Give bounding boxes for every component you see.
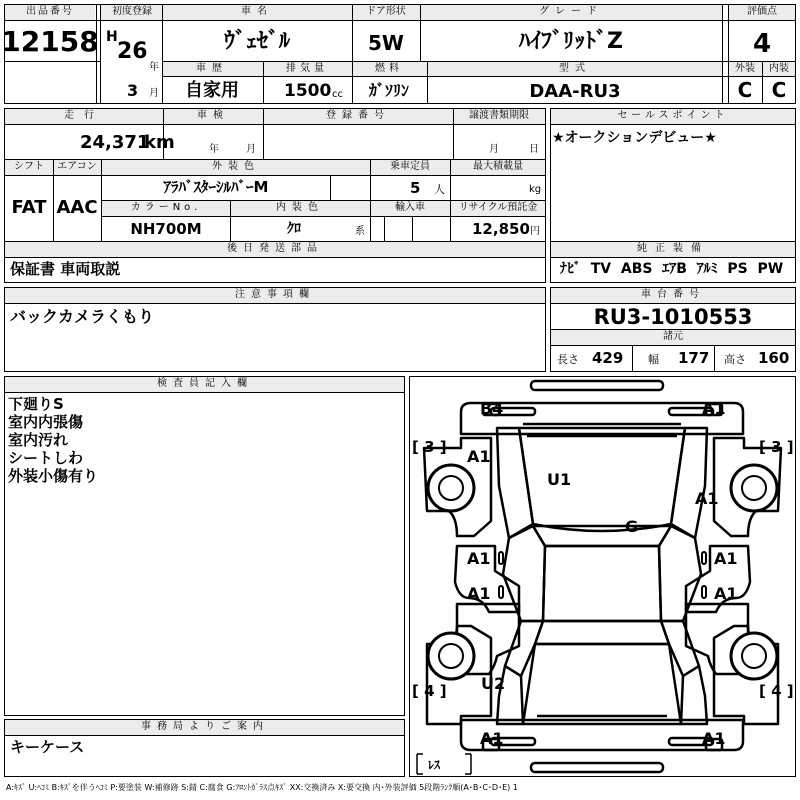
sales-point: ★オークションデビュー★ (552, 130, 717, 146)
mark-left-front-door: A1 (467, 549, 491, 568)
mark-right-rear-door: A1 (714, 584, 738, 603)
equip-nav: ﾅﾋﾞ (560, 261, 581, 277)
mark-hood: U1 (547, 470, 572, 489)
width: 177 (678, 349, 710, 367)
recycle-unit: 円 (530, 226, 540, 237)
spare-tire: ﾚｽ (428, 758, 441, 772)
mark-front-right: A1 (702, 399, 726, 418)
inspector-line: 下廻りS (8, 395, 64, 413)
inspector-line: 室内汚れ (8, 431, 69, 449)
mark-front-bumper: B4 (480, 399, 504, 418)
notes-label: 注意事項欄 (235, 289, 315, 300)
tire-front-right: [ 3 ] (759, 438, 794, 456)
interior-color: ｸﾛ (287, 221, 301, 237)
regno-label: 登録番号 (326, 110, 390, 121)
interior-color-unit: 系 (355, 226, 365, 237)
notes-text: バックカメラくもり (10, 307, 155, 326)
max-load-label: 最大積載量 (473, 161, 523, 172)
equipment-label: 純正装備 (637, 243, 709, 254)
color-no: NH700M (130, 220, 202, 238)
equip-pw: PW (757, 261, 784, 277)
mark-windshield: G (625, 517, 639, 536)
inspector-label: 検査員記入欄 (157, 378, 253, 389)
shift: FAT (11, 197, 47, 218)
inspection-month-unit: 月 (246, 144, 256, 155)
car-name-label: 車名 (241, 6, 273, 17)
tire-rear-left-value: 4 (424, 682, 435, 700)
office-text: キーケース (10, 738, 85, 756)
capacity-label: 乗車定員 (390, 161, 430, 172)
capacity-unit: 人 (434, 183, 445, 196)
length: 429 (592, 349, 624, 367)
fuel-label: 燃料 (375, 63, 403, 74)
car-outline (409, 376, 796, 777)
legend: A:ｷｽﾞ U:ﾍｺﾐ B:ｷｽﾞを伴うﾍｺﾐ P:要塗装 W:補修跡 S:錆 C:腐食 G:ﾌﾛﾝﾄｶﾞﾗｽ点ｷｽﾞ XX:交換済み X:要交換 内･外装評価 5段階ﾗﾝｸ順(A･B･C･D･E) 1 (6, 783, 518, 792)
sales-point-label: セールスポイント (617, 110, 729, 121)
interior-score: C (771, 78, 787, 102)
first-reg-label: 初度登録 (112, 6, 152, 17)
spec-label: 諸元 (663, 331, 683, 342)
height: 160 (758, 349, 790, 367)
exterior-label: 外装 (735, 63, 755, 74)
door-label: ドア形状 (366, 6, 406, 17)
header-label-row (101, 5, 722, 20)
inspector-line: シートしわ (8, 449, 84, 467)
tire-front-left-value: 3 (424, 438, 435, 456)
office-label: 事務局よりご案内 (141, 721, 269, 732)
recycle-fee: 12,850 (472, 220, 530, 238)
recycle-label: リサイクル預託金 (458, 202, 538, 213)
capacity: 5 (410, 179, 421, 197)
equip-abs: ABS (620, 261, 653, 277)
grade: ﾊｲﾌﾞﾘｯﾄﾞZ (519, 29, 623, 54)
mileage-unit: km (144, 132, 175, 153)
transfer-day-unit: 日 (529, 144, 539, 155)
header-label-row (163, 61, 722, 76)
lot-label: 出品番号 (26, 6, 74, 17)
displacement-unit: cc (332, 89, 343, 100)
mark-left-rear-door: A1 (467, 584, 491, 603)
color-no-label: カラーNo. (130, 202, 202, 213)
equip-alloy: ｱﾙﾐ (696, 261, 718, 277)
import-label: 輸入車 (395, 202, 425, 213)
chassis-label: 車台番号 (641, 289, 705, 300)
tire-front-left: [ 3 ] (412, 438, 447, 456)
interior-label: 内装 (769, 63, 789, 74)
inspector-line: 外装小傷有り (8, 467, 99, 485)
width-label: 幅 (648, 353, 659, 366)
tire-rear-right: [ 4 ] (759, 682, 794, 700)
later-parts: 保証書 車両取説 (10, 260, 121, 278)
inspector-notes (8, 395, 98, 485)
inspection-year-unit: 年 (209, 144, 219, 155)
equip-ps: PS (727, 261, 748, 277)
equipment-list (560, 262, 783, 276)
mark-right-fender: A1 (695, 489, 719, 508)
transfer-month-unit: 月 (489, 144, 499, 155)
reg-year-unit: 年 (149, 62, 159, 73)
grade-label: グレード (539, 6, 603, 17)
mark-front-left-fender: A1 (467, 447, 491, 466)
model: DAA-RU3 (529, 81, 621, 102)
mark-rear-left: A1 (480, 729, 504, 748)
inspector-line: 室内内張傷 (8, 413, 84, 431)
mark-left-quarter: U2 (481, 674, 506, 693)
exterior-color: ｱﾗﾊﾞｽﾀｰｼﾙﾊﾞｰM (163, 178, 269, 196)
shift-label: シフト (14, 161, 44, 172)
reg-month-unit: 月 (149, 88, 159, 99)
score: 4 (752, 29, 772, 59)
chassis-number: RU3-1010553 (593, 305, 753, 329)
history-label: 車歴 (196, 63, 228, 74)
tire-rear-right-value: 4 (771, 682, 782, 700)
equip-tv: TV (590, 261, 612, 277)
later-parts-label: 後日発送部品 (227, 243, 323, 254)
door-type: 5W (368, 31, 404, 55)
interior-color-label: 内装色 (276, 202, 324, 213)
mileage: 24,371 (80, 132, 150, 153)
exterior-score: C (737, 78, 753, 102)
displacement-label: 排気量 (286, 63, 328, 74)
history: 自家用 (185, 80, 239, 101)
transfer-label: 譲渡書類期限 (469, 110, 529, 121)
inspection-label: 車検 (197, 110, 229, 121)
equip-airbag: ｴｱB (662, 261, 687, 277)
score-label: 評価点 (747, 6, 777, 17)
air-conditioner: AAC (56, 197, 98, 218)
tire-rear-left: [ 4 ] (412, 682, 447, 700)
model-label: 型式 (559, 63, 591, 74)
max-load-unit: kg (529, 184, 542, 195)
mark-rear-right: A1 (702, 729, 726, 748)
lot-number: 12158 (1, 25, 99, 58)
length-label: 長さ (557, 353, 579, 366)
exterior-color-label: 外装色 (212, 161, 260, 172)
height-label: 高さ (724, 353, 746, 366)
ac-label: エアコン (57, 161, 97, 172)
displacement: 1500 (284, 81, 332, 101)
tire-front-right-value: 3 (771, 438, 782, 456)
mark-right-front-door: A1 (714, 549, 738, 568)
reg-month: 3 (127, 81, 139, 100)
reg-year: 26 (117, 39, 148, 64)
mileage-label: 走行 (64, 110, 104, 121)
era: H (106, 29, 118, 45)
car-name: ｳﾞｪｾﾞﾙ (223, 29, 291, 54)
fuel: ｶﾞｿﾘﾝ (368, 81, 410, 100)
